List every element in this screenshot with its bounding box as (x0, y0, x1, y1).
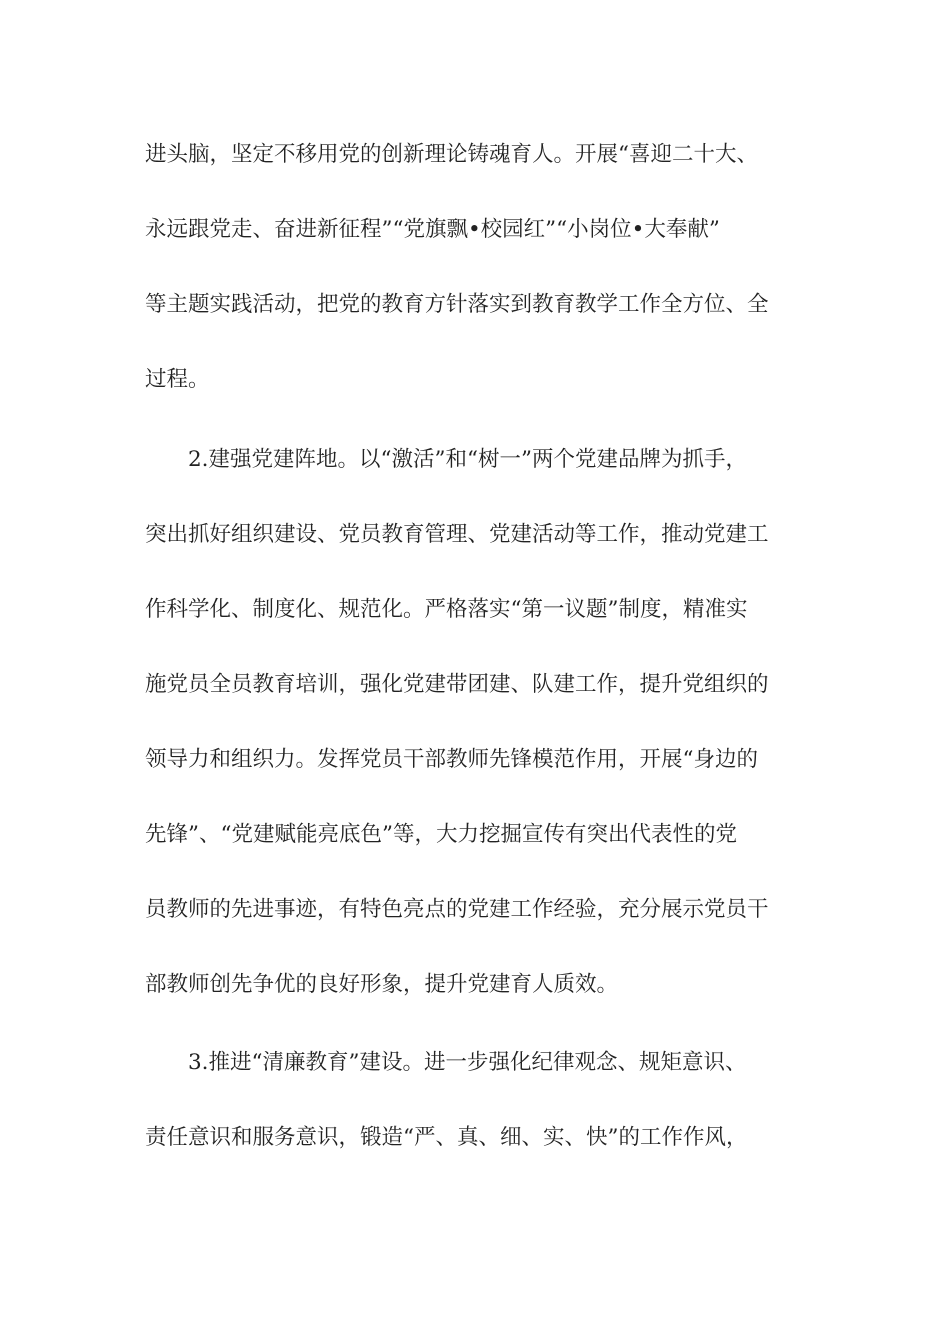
text-line-1: 进头脑，坚定不移用党的创新理论铸魂育人。开展“喜迎二十大、 (145, 142, 758, 167)
text-line-14: 责任意识和服务意识，锻造“严、真、细、实、快”的工作作风， (145, 1125, 748, 1150)
text-line-9: 领导力和组织力。发挥党员干部教师先锋模范作用，开展“身边的 (145, 747, 758, 772)
text-line-11: 员教师的先进事迹，有特色亮点的党建工作经验，充分展示党员干 (145, 897, 769, 922)
paragraph-2-heading-line: 2.建强党建阵地。以“激活”和“树一”两个党建品牌为抓手， (188, 447, 747, 472)
text-line-12: 部教师创先争优的良好形象，提升党建育人质效。 (145, 972, 619, 997)
text-line-7: 作科学化、制度化、规范化。严格落实“第一议题”制度，精准实 (145, 597, 748, 622)
paragraph-3-heading-line: 3.推进“清廉教育”建设。进一步强化纪律观念、规矩意识、 (188, 1050, 747, 1075)
text-line-10: 先锋”、“党建赋能亮底色”等，大力挖掘宣传有突出代表性的党 (145, 822, 737, 847)
text-line-8: 施党员全员教育培训，强化党建带团建、队建工作，提升党组织的 (145, 672, 769, 697)
text-line-6: 突出抓好组织建设、党员教育管理、党建活动等工作，推动党建工 (145, 522, 769, 547)
text-line-3: 等主题实践活动，把党的教育方针落实到教育教学工作全方位、全 (145, 292, 769, 317)
text-line-2: 永远跟党走、奋进新征程”“党旗飘•校园红”“小岗位•大奉献” (145, 217, 720, 242)
text-line-4: 过程。 (145, 367, 210, 392)
